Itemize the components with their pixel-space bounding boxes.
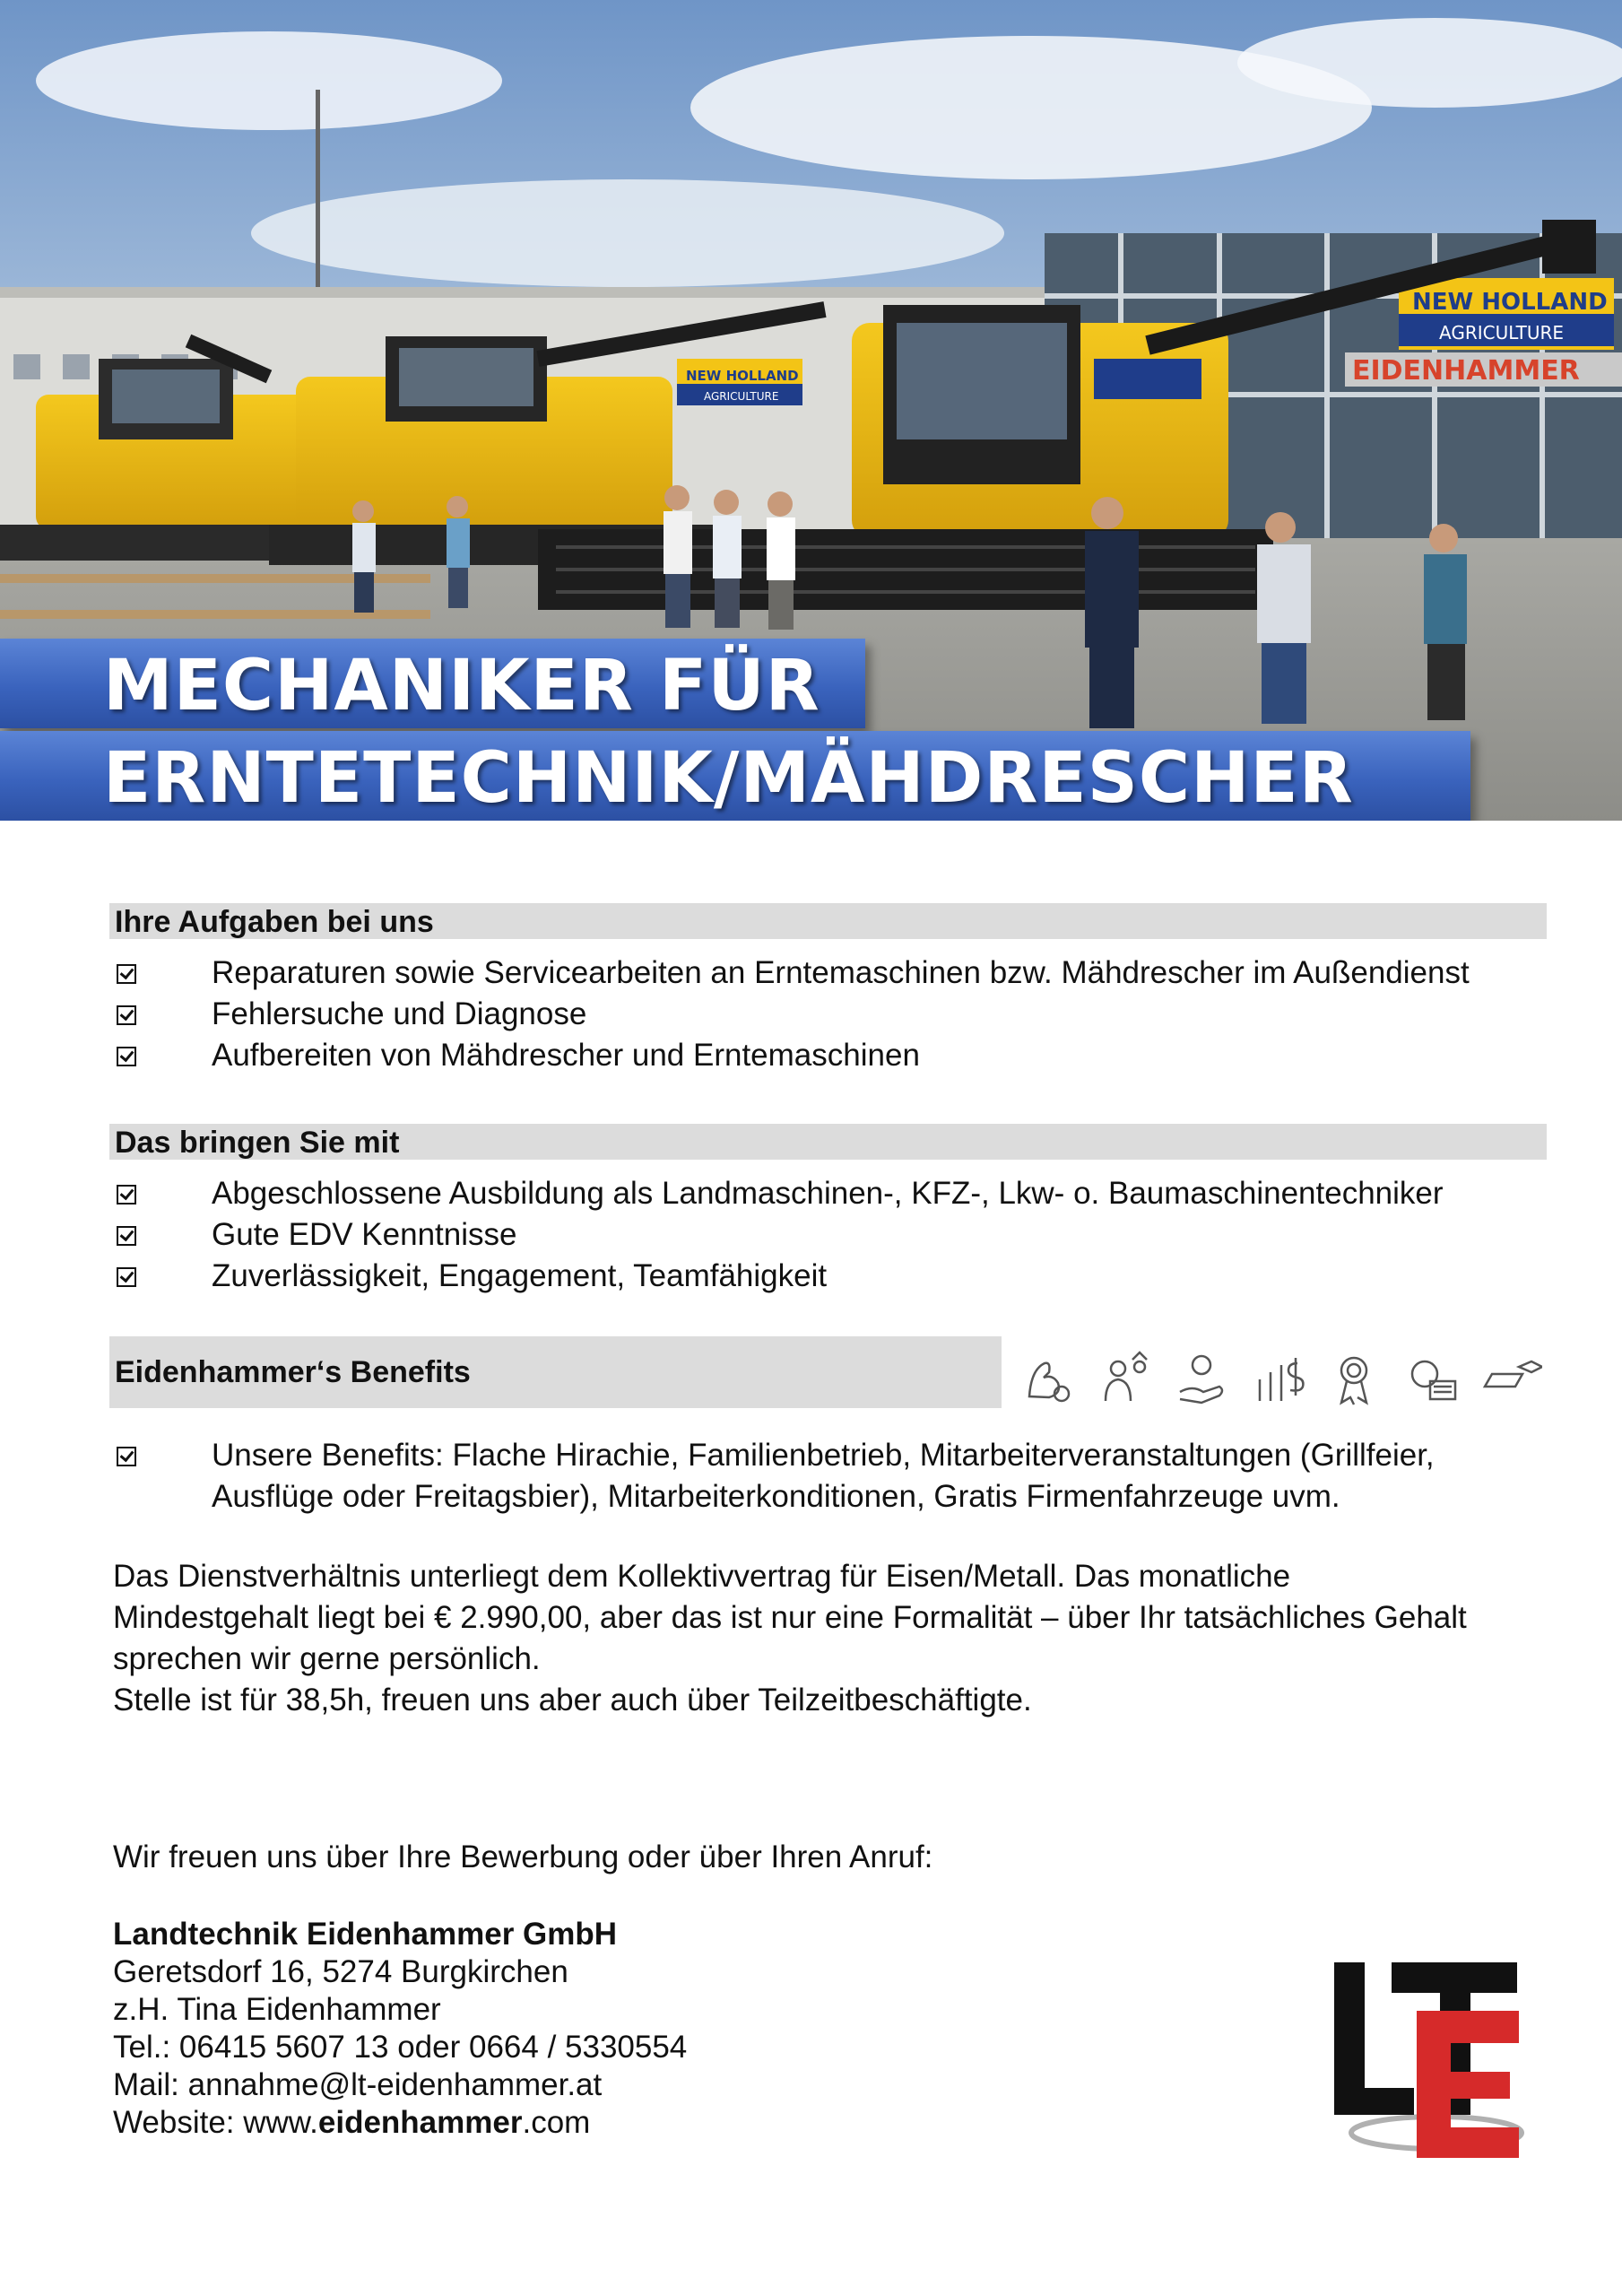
education-icon bbox=[1485, 1361, 1542, 1387]
job-title-line2: ERNTETECHNIK/MÄHDRESCHER bbox=[103, 738, 1354, 819]
hero-photo bbox=[0, 0, 1622, 821]
list-item bbox=[113, 1435, 1548, 1518]
list-item bbox=[113, 952, 1548, 994]
checkbox-icon bbox=[117, 1447, 136, 1466]
lte-logo bbox=[1329, 1953, 1526, 2161]
checkbox-icon bbox=[117, 1005, 136, 1025]
company-address: Geretsdorf 16, 5274 Burgkirchen bbox=[113, 1954, 568, 1989]
website-bold: eidenhammer bbox=[317, 2105, 523, 2140]
benefit-icons bbox=[1022, 1347, 1542, 1410]
list-item-text: Ausflüge oder Freitagsbier), Mitarbeiterkonditionen, Gratis Firmenfahrzeuge uvm. bbox=[212, 1479, 1340, 1514]
contact-person: z.H. Tina Eidenhammer bbox=[113, 1992, 441, 2027]
list-item-text: Zuverlässigkeit, Engagement, Teamfähigkeit bbox=[212, 1258, 828, 1293]
agriculture-sign-text: AGRICULTURE bbox=[1439, 322, 1565, 344]
team-icon bbox=[1106, 1352, 1147, 1401]
list-item-text: Unsere Benefits: Flache Hirachie, Familienbetrieb, Mitarbeiterveranstaltungen (Grillfeier, bbox=[212, 1438, 1435, 1473]
money-icon bbox=[1412, 1361, 1455, 1399]
title-banner-line2 bbox=[0, 731, 1470, 821]
list-item-text: Reparaturen sowie Servicearbeiten an Erntemaschinen bzw. Mähdrescher im Außendienst bbox=[212, 955, 1470, 990]
list-item bbox=[113, 1256, 1548, 1297]
conditions-line: Das Dienstverhältnis unterliegt dem Kollektivvertrag für Eisen/Metall. Das monatliche bbox=[113, 1559, 1291, 1594]
company-name: Landtechnik Eidenhammer GmbH bbox=[113, 1917, 618, 1952]
care-icon bbox=[1180, 1356, 1222, 1403]
contact-phone[interactable]: Tel.: 06415 5607 13 oder 0664 / 5330554 bbox=[113, 2030, 688, 2065]
list-item-text: Fehlersuche und Diagnose bbox=[212, 996, 587, 1031]
requirements-heading: Das bringen Sie mit bbox=[109, 1124, 1547, 1160]
contact-email[interactable]: Mail: annahme@lt-eidenhammer.at bbox=[113, 2067, 603, 2102]
list-item-text: Aufbereiten von Mähdrescher und Erntemaschinen bbox=[212, 1038, 920, 1073]
salary-icon bbox=[1260, 1358, 1303, 1401]
new-holland-sign-text: NEW HOLLAND bbox=[1412, 289, 1608, 316]
job-title-line1: MECHANIKER FÜR bbox=[103, 646, 820, 726]
conditions-line: Mindestgehalt liegt bei € 2.990,00, aber das ist nur eine Formalität – über Ihr tatsächliches Gehalt bbox=[113, 1600, 1467, 1635]
title-banner-line1 bbox=[0, 639, 865, 728]
tasks-heading: Ihre Aufgaben bei uns bbox=[109, 903, 1547, 939]
conditions-line: Stelle ist für 38,5h, freuen uns aber auch über Teilzeitbeschäftigte. bbox=[113, 1683, 1032, 1718]
contact-intro: Wir freuen uns über Ihre Bewerbung oder über Ihren Anruf: bbox=[113, 1839, 933, 1874]
checkbox-icon bbox=[117, 1267, 136, 1287]
small-sign-text: NEW HOLLAND bbox=[686, 368, 799, 384]
list-item bbox=[113, 994, 1548, 1035]
requirements-list bbox=[113, 1173, 1548, 1297]
list-item-text: Gute EDV Kenntnisse bbox=[212, 1217, 517, 1252]
tasks-list bbox=[113, 952, 1548, 1076]
conditions-line: sprechen wir gerne persönlich. bbox=[113, 1641, 541, 1676]
checkbox-icon bbox=[117, 1226, 136, 1246]
list-item bbox=[113, 1035, 1548, 1076]
benefits-heading: Eidenhammer‘s Benefits bbox=[109, 1336, 1002, 1408]
checkbox-icon bbox=[117, 1047, 136, 1066]
list-item bbox=[113, 1214, 1548, 1256]
award-icon bbox=[1341, 1358, 1366, 1405]
website-prefix: Website: www. bbox=[113, 2105, 318, 2140]
list-item bbox=[113, 1173, 1548, 1214]
benefits-list bbox=[113, 1435, 1548, 1518]
small-sign-text-2: AGRICULTURE bbox=[704, 390, 779, 403]
strength-icon bbox=[1029, 1363, 1069, 1401]
checkbox-icon bbox=[117, 964, 136, 984]
list-item-text: Abgeschlossene Ausbildung als Landmaschinen-, KFZ-, Lkw- o. Baumaschinentechniker bbox=[212, 1176, 1444, 1211]
conditions-paragraph bbox=[113, 1556, 1548, 1721]
website-suffix: .com bbox=[522, 2105, 591, 2140]
eidenhammer-sign-text: EIDENHAMMER bbox=[1352, 355, 1580, 387]
checkbox-icon bbox=[117, 1185, 136, 1205]
